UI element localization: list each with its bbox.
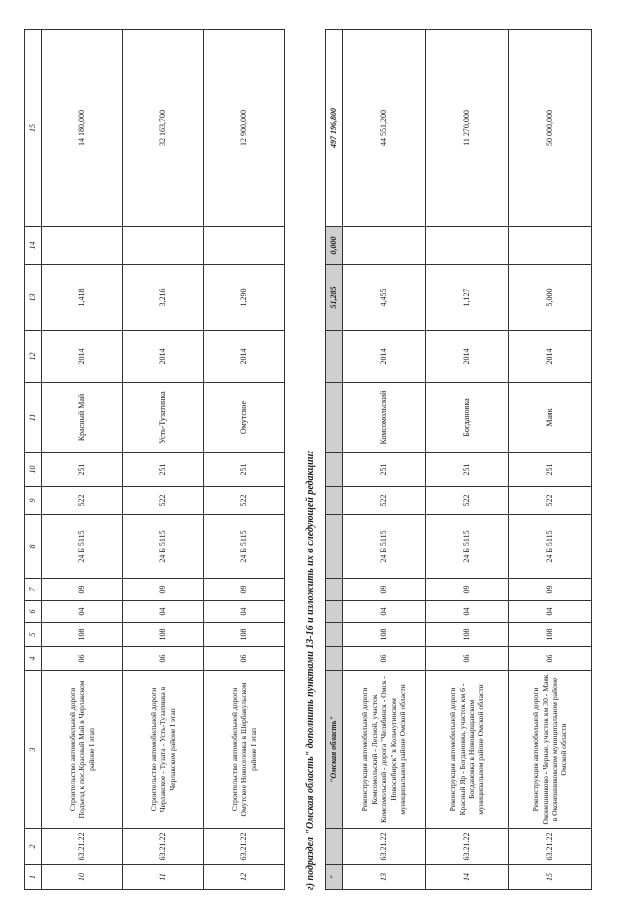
row-number: 14 (426, 865, 509, 890)
region-mark: " (326, 865, 343, 890)
okved-code: 63.21.22 (509, 829, 592, 865)
header-cell: 2 (25, 829, 42, 865)
object-name: Реконструкция автомобильной дороги Красный Яр - Богдановка, участок км 6 - Богдановка в Нововарщавском муниципальном районе Омской области (426, 671, 509, 829)
col-14 (426, 227, 509, 265)
okved-code: 63.21.22 (42, 829, 123, 865)
amount: 14 180,000 (42, 30, 123, 227)
code-cell: 06 (123, 647, 204, 671)
code-cell: 09 (509, 579, 592, 601)
code-cell: 06 (509, 647, 592, 671)
col-14 (343, 227, 426, 265)
table-row (343, 30, 426, 890)
header-cell: 8 (25, 515, 42, 579)
amount: 11 270,000 (426, 30, 509, 227)
row-number: 15 (509, 865, 592, 890)
length: 5,000 (509, 265, 592, 331)
locality: Комсомольский (343, 383, 426, 453)
header-cell: 9 (25, 487, 42, 515)
expense-type: 522 (426, 487, 509, 515)
okved-code: 63.21.22 (426, 829, 509, 865)
code-cell: 04 (123, 601, 204, 623)
row-number: 10 (42, 865, 123, 890)
length: 1,127 (426, 265, 509, 331)
year: 2014 (204, 331, 285, 383)
year: 2014 (426, 331, 509, 383)
locality: Богдановка (426, 383, 509, 453)
year: 2014 (123, 331, 204, 383)
code-cell: 06 (343, 647, 426, 671)
target-article: 24 Б 5115 (123, 515, 204, 579)
code-cell: 108 (509, 623, 592, 647)
okved-code: 63.21.22 (204, 829, 285, 865)
object-name: Реконструкция автомобильной дороги Комсомольский - Лесной, участок Комсомольский - дорога "Челябинск - Омск - Новосибирск" в Кольчугинском муниципальном районе Омской области (343, 671, 426, 829)
header-cell: 7 (25, 579, 42, 601)
code-cell: 04 (426, 601, 509, 623)
code-cell: 108 (343, 623, 426, 647)
code-cell: 06 (42, 647, 123, 671)
expense-type: 522 (509, 487, 592, 515)
year: 2014 (42, 331, 123, 383)
table-row (123, 30, 204, 890)
header-cell: 6 (25, 601, 42, 623)
locality: Маяк (509, 383, 592, 453)
header-cell: 11 (25, 383, 42, 453)
program-table-top (24, 29, 285, 890)
okved-code: 63.21.22 (123, 829, 204, 865)
region-length: 51,285 (326, 265, 343, 331)
code-cell: 108 (426, 623, 509, 647)
expense-type: 522 (123, 487, 204, 515)
locality: Усть-Тузатинка (123, 383, 204, 453)
header-cell: 15 (25, 30, 42, 227)
header-cell: 12 (25, 331, 42, 383)
length: 1,418 (42, 265, 123, 331)
target-article: 24 Б 5115 (343, 515, 426, 579)
header-cell: 10 (25, 453, 42, 487)
object-name: Строительство автомобильной дороги Черлакское - Тузата - Усть-Тузатинка в Черлакском районе I этап (123, 671, 204, 829)
amount: 50 000,000 (509, 30, 592, 227)
code-cell: 06 (204, 647, 285, 671)
target-article: 24 Б 5115 (42, 515, 123, 579)
header-cell: 13 (25, 265, 42, 331)
amount: 44 551,200 (343, 30, 426, 227)
region-col-14: 0,000 (326, 227, 343, 265)
table-row (509, 30, 592, 890)
header-cell: 3 (25, 671, 42, 829)
code-cell: 09 (426, 579, 509, 601)
object-name: Строительство автомобильной дороги Омутское Новоселовка в Шербакульском районе I этап (204, 671, 285, 829)
section-subtitle: г) подраздел "Омская область" дополнить пунктами 13-16 и изложить их в следующей редакции: (305, 450, 316, 890)
row-number: 11 (123, 865, 204, 890)
year: 2014 (509, 331, 592, 383)
table-row (204, 30, 285, 890)
expense-type: 522 (42, 487, 123, 515)
col-14 (123, 227, 204, 265)
code-cell: 04 (343, 601, 426, 623)
kosgu-code: 251 (42, 453, 123, 487)
object-name: Строительство автомобильной дороги Подъезд к пос.Красный Май в Черлакском районе I этап (42, 671, 123, 829)
target-article: 24 Б 5115 (426, 515, 509, 579)
code-cell: 108 (204, 623, 285, 647)
table-row (42, 30, 123, 890)
kosgu-code: 251 (426, 453, 509, 487)
length: 3,216 (123, 265, 204, 331)
column-number-header (25, 30, 42, 890)
object-name: Реконструкция автомобильной дороги Оконешниково - Чернае, участок км 30 - Маяк в Оконешниковском муниципальном районе Омской области (509, 671, 592, 829)
code-cell: 06 (426, 647, 509, 671)
year: 2014 (343, 331, 426, 383)
locality: Омутское (204, 383, 285, 453)
code-cell: 09 (204, 579, 285, 601)
expense-type: 522 (204, 487, 285, 515)
code-cell: 09 (343, 579, 426, 601)
okved-code: 63.21.22 (343, 829, 426, 865)
length: 4,455 (343, 265, 426, 331)
kosgu-code: 251 (509, 453, 592, 487)
header-cell: 4 (25, 647, 42, 671)
header-cell: 14 (25, 227, 42, 265)
kosgu-code: 251 (204, 453, 285, 487)
table-row (426, 30, 509, 890)
kosgu-code: 251 (123, 453, 204, 487)
code-cell: 108 (42, 623, 123, 647)
amount: 32 163,700 (123, 30, 204, 227)
code-cell: 04 (509, 601, 592, 623)
region-row (326, 30, 343, 890)
row-number: 13 (343, 865, 426, 890)
target-article: 24 Б 5115 (204, 515, 285, 579)
header-cell: 5 (25, 623, 42, 647)
length: 1,290 (204, 265, 285, 331)
code-cell: 04 (204, 601, 285, 623)
col-14 (509, 227, 592, 265)
col-14 (204, 227, 285, 265)
header-cell: 1 (25, 865, 42, 890)
code-cell: 09 (42, 579, 123, 601)
region-amount: 497 196,800 (326, 30, 343, 227)
target-article: 24 Б 5115 (509, 515, 592, 579)
code-cell: 108 (123, 623, 204, 647)
kosgu-code: 251 (343, 453, 426, 487)
col-14 (42, 227, 123, 265)
code-cell: 09 (123, 579, 204, 601)
row-number: 12 (204, 865, 285, 890)
expense-type: 522 (343, 487, 426, 515)
program-table-bottom (325, 29, 592, 890)
code-cell: 04 (42, 601, 123, 623)
region-name: "Омская область" (326, 671, 343, 829)
locality: Красный Май (42, 383, 123, 453)
amount: 12 900,000 (204, 30, 285, 227)
